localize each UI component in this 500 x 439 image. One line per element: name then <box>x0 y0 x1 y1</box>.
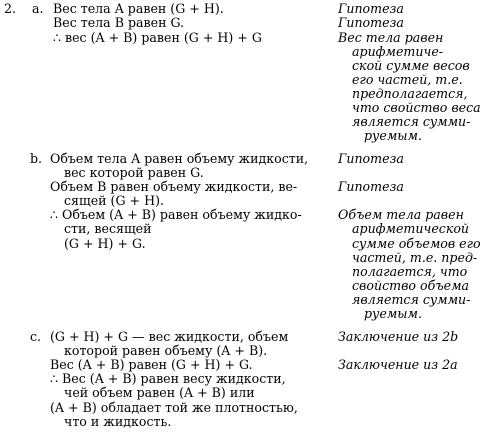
reason-text: является сумми- <box>352 114 471 129</box>
statement-line: Вес (A + B) равен (G + H) + G. <box>50 357 253 372</box>
statement-line: Объем B равен объему жидкости, ве- <box>50 179 298 194</box>
reason-text: Гипотеза <box>338 179 404 194</box>
reason-text: Гипотеза <box>338 1 404 16</box>
reason-text: ской сумме весов <box>352 58 470 73</box>
statement-line: ∴ Вес (A + B) равен весу жидкости, <box>50 371 286 386</box>
statement-line: сящей (G + H). <box>64 193 164 208</box>
reason-text: свойство объема <box>352 278 470 293</box>
statement-line: сти, весящей <box>64 221 152 236</box>
reason-text: арифметиче- <box>352 44 444 59</box>
reason-text: Заключение из 2a <box>338 357 458 372</box>
statement-line: которой равен объему (A + B). <box>64 343 268 358</box>
statement-line: ∴ вес (A + B) равен (G + H) + G <box>53 30 262 45</box>
reason-text: его частей, т.е. <box>352 72 463 87</box>
statement-line: (A + B) обладает той же плотностью, <box>50 400 298 415</box>
reason-text: руемым. <box>364 128 422 143</box>
reason-text: сумме объемов его <box>352 236 481 251</box>
statement-line: Объем тела A равен объему жидкости, <box>50 151 309 166</box>
statement-line: что и жидкость. <box>64 414 172 429</box>
statement-line: Вес тела A равен (G + H). <box>53 1 224 16</box>
item-number: 2. <box>4 1 17 16</box>
statement-line: ∴ Объем (A + B) равен объему жидко- <box>50 207 302 222</box>
reason-text: является сумми- <box>352 292 471 307</box>
section-marker: c. <box>30 329 42 344</box>
statement-line: (G + H) + G. <box>64 236 146 251</box>
reason-text: руемым. <box>364 306 422 321</box>
statement-line: (G + H) + G — вес жидкости, объем <box>50 329 289 344</box>
reason-text: что свойство веса <box>352 100 481 115</box>
reason-text: полагается, что <box>352 264 468 279</box>
statement-line: вес которой равен G. <box>64 165 204 180</box>
reason-text: предполагается, <box>352 86 468 101</box>
reason-text: частей, т.е. пред- <box>352 250 478 265</box>
reason-text: арифметической <box>352 221 470 236</box>
section-marker: b. <box>30 151 43 166</box>
reason-text: Гипотеза <box>338 15 404 30</box>
statement-line: чей объем равен (A + B) или <box>64 385 255 400</box>
reason-text: Заключение из 2b <box>338 329 459 344</box>
reason-text: Объем тела равен <box>338 207 464 222</box>
reason-text: Гипотеза <box>338 151 404 166</box>
section-marker: a. <box>32 1 44 16</box>
reason-text: Вес тела равен <box>338 30 444 45</box>
statement-line: Вес тела B равен G. <box>53 15 185 30</box>
